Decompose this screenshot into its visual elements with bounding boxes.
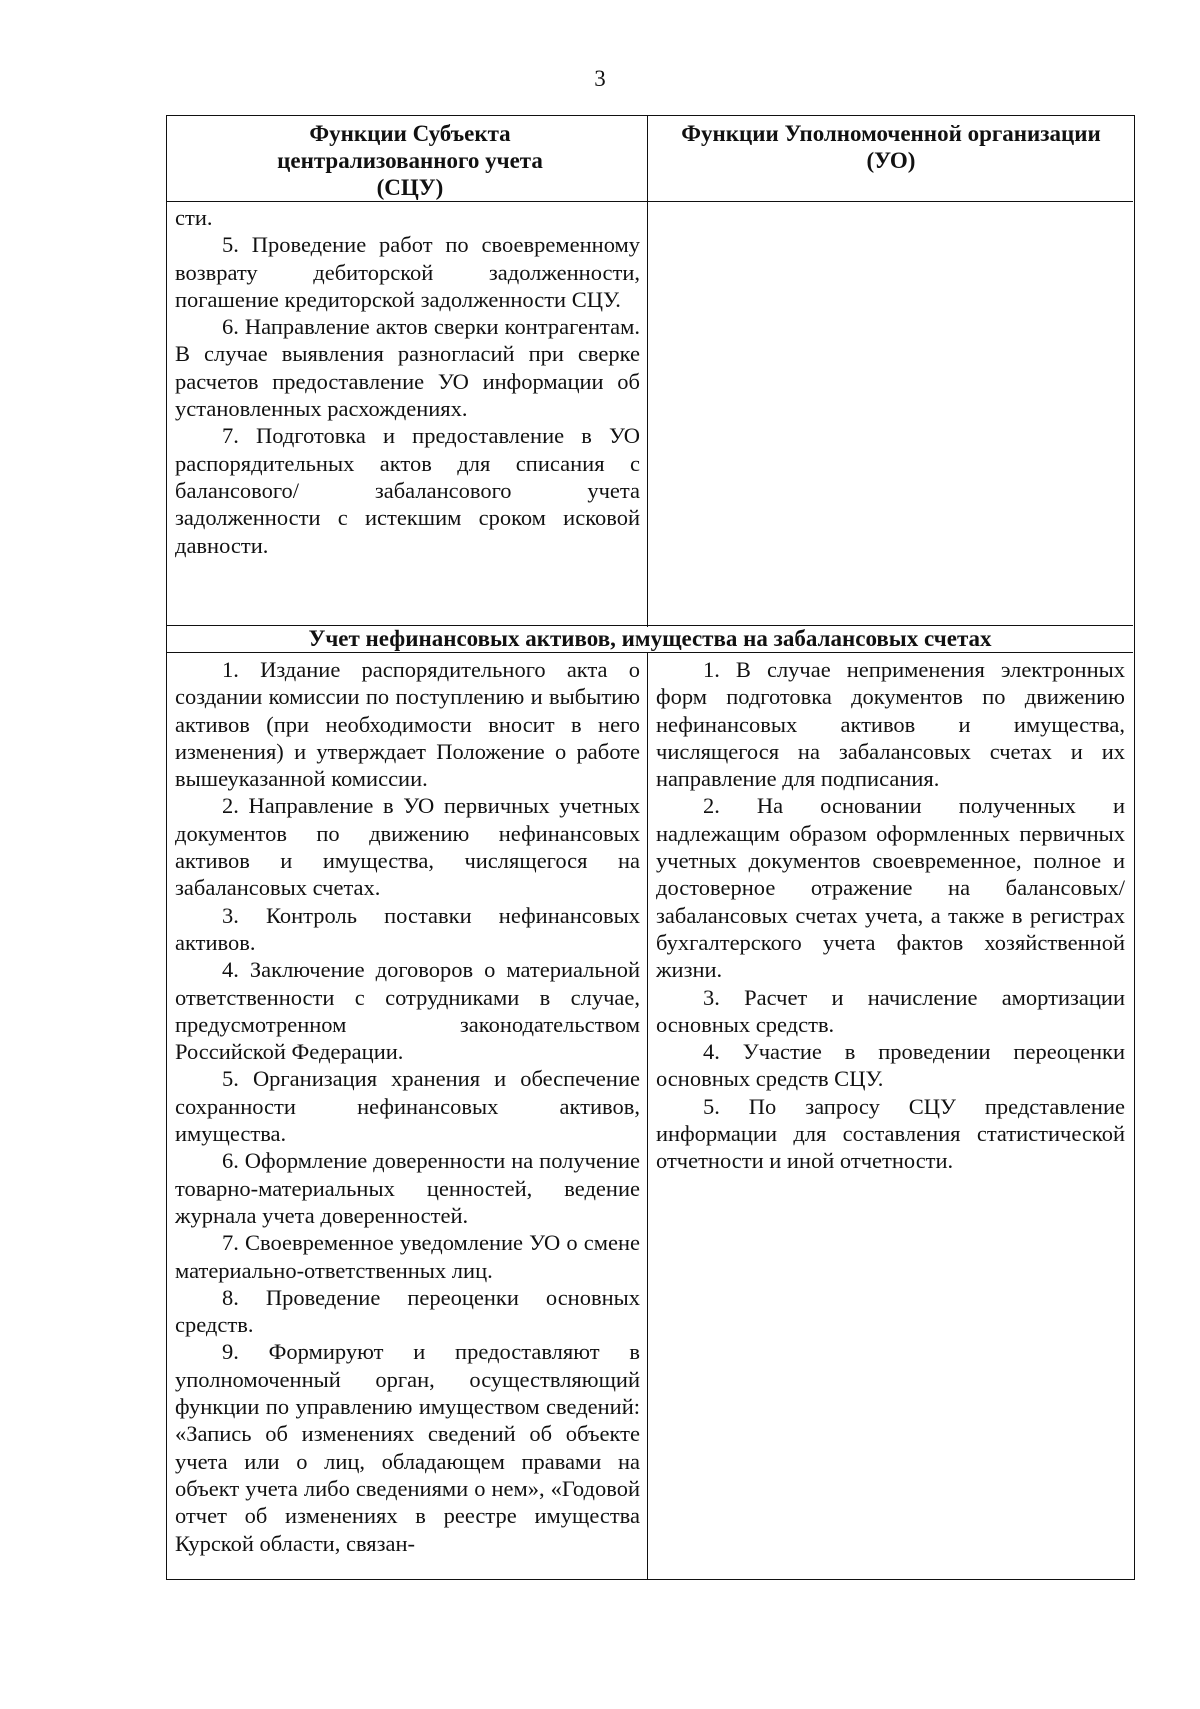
column-divider	[647, 116, 648, 627]
list-item: 9. Формируют и предоставляют в уполномоченный орган, осуществляющий функции по управлению имуществом сведений: «Запись об изменениях сведений об объекте учета или о лиц, обладающем правами на объект учета либо сведениями о нем», «Годовой отчет об изменениях в реестре имущества Курской области, связан-	[175, 1339, 640, 1556]
block2-left-cell	[175, 656, 640, 1557]
header-left-line: (СЦУ)	[376, 175, 444, 200]
list-item: 3. Расчет и начисление амортизации основных средств.	[656, 984, 1125, 1037]
block1-left-cell	[175, 204, 640, 559]
list-item: 4. Участие в проведении переоценки основных средств СЦУ.	[656, 1039, 1125, 1092]
header-left-line: Функции Субъекта	[309, 121, 511, 146]
section-title: Учет нефинансовых активов, имущества на забалансовых счетах	[308, 626, 992, 651]
list-item: 7. Подготовка и предоставление в УО распорядительных актов для списания с балансового/ забалансового учета задолженности с истекшим сроком исковой давности.	[175, 423, 640, 558]
list-item: 5. По запросу СЦУ представление информации для составления статистической отчетности и иной отчетности.	[656, 1093, 1125, 1174]
list-item: 4. Заключение договоров о материальной ответственности с сотрудниками в случае, предусмотренном законодательством Российской Федерации.	[175, 957, 640, 1065]
list-item: 6. Направление актов сверки контрагентам. В случае выявления разногласий при сверке расчетов предоставление УО информации об установленных расхождениях.	[175, 314, 640, 422]
list-item: 1. Издание распорядительного акта о создании комиссии по поступлению и выбытию активов (при необходимости вносит в него изменения) и утверждает Положение о работе вышеуказанной комиссии.	[175, 657, 640, 792]
header-authorized-org	[655, 120, 1127, 174]
list-item: 2. Направление в УО первичных учетных документов по движению нефинансовых активов и имущества, числящегося на забалансовых счетах.	[175, 793, 640, 901]
list-item: 5. Проведение работ по своевременному возврату дебиторской задолженности, погашение кредиторской задолженности СЦУ.	[175, 232, 640, 312]
list-item: 6. Оформление доверенности на получение товарно-материальных ценностей, ведение журнала учета доверенностей.	[175, 1148, 640, 1228]
block2-right-cell	[656, 656, 1125, 1175]
table-header-row	[167, 116, 1133, 202]
list-item: 5. Организация хранения и обеспечение сохранности нефинансовых активов, имущества.	[175, 1066, 640, 1147]
list-item: 2. На основании полученных и надлежащим образом оформленных первичных учетных документов своевременное, полное и достоверное отражение на балансовых/ забалансовых счетах учета, а также в регистрах бухгалтерского учета фактов хозяйственной жизни.	[656, 793, 1125, 983]
header-right-line: (УО)	[866, 148, 916, 173]
list-item: 3. Контроль поставки нефинансовых активов.	[175, 902, 640, 955]
page-number: 3	[594, 66, 606, 91]
functions-table	[166, 115, 1135, 1580]
list-item: 7. Своевременное уведомление УО о смене материально-ответственных лиц.	[175, 1230, 640, 1283]
header-left-line: централизованного учета	[277, 148, 543, 173]
list-item: 1. В случае неприменения электронных форм подготовка документов по движению нефинансовых активов и имущества, числящегося на забалансовых счетах и их направление для подписания.	[656, 657, 1125, 792]
column-divider	[647, 652, 648, 1579]
list-item: 8. Проведение переоценки основных средств.	[175, 1284, 640, 1338]
list-item: сти.	[175, 205, 213, 230]
header-right-line: Функции Уполномоченной организации	[681, 121, 1101, 146]
header-sub-entity	[175, 120, 645, 201]
section-title-row	[167, 625, 1133, 653]
